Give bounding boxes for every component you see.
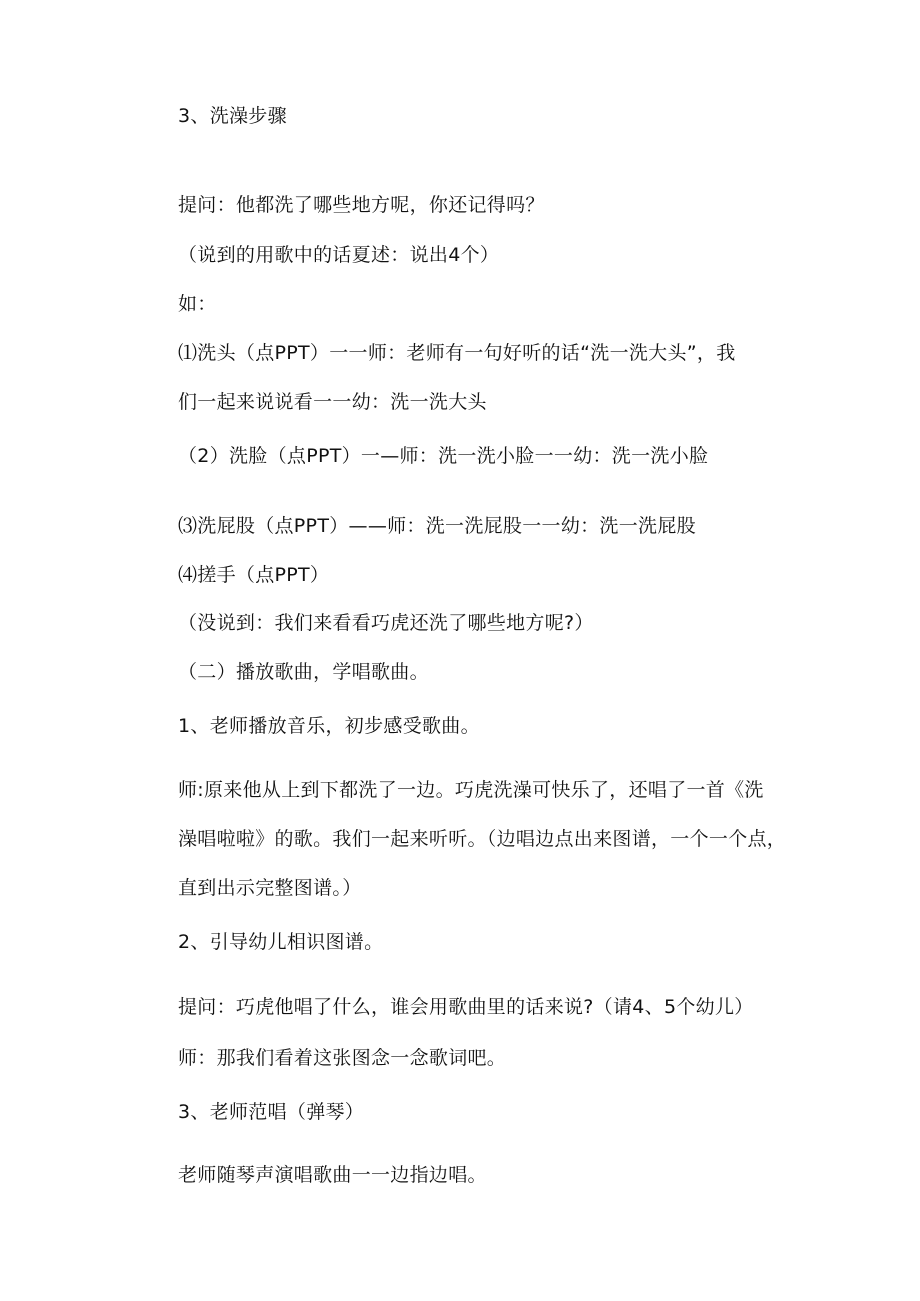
teacher-speech-line-1: 师:原来他从上到下都洗了一边。巧虎洗澡可快乐了，还唱了一首《洗 — [178, 779, 764, 801]
step-wash-bottom: ⑶洗屁股（点PPT）——师：洗一洗屁股一一幼：洗一洗屁股 — [178, 515, 696, 537]
note-not-mentioned: （没说到：我们来看看巧虎还洗了哪些地方呢?） — [178, 612, 594, 634]
step-wash-head-line-1: ⑴洗头（点PPT）一一师：老师有一句好听的话“洗一洗大头”，我 — [178, 342, 736, 364]
teacher-speech-line-3: 直到出示完整图谱。） — [178, 877, 362, 899]
step-teacher-demo: 3、老师范唱（弹琴） — [178, 1101, 365, 1123]
question-what-sang: 提问：巧虎他唱了什么，谁会用歌曲里的话来说?（请4、5个幼儿） — [178, 996, 754, 1018]
teacher-speech-line-2: 澡唱啦啦》的歌。我们一起来听听。（边唱边点出来图谱，一个一个点， — [178, 828, 787, 850]
note-repeat-lyrics: （说到的用歌中的话夏述：说出4个） — [178, 244, 500, 266]
question-where-washed: 提问：他都洗了哪些地方呢，你还记得吗？ — [178, 194, 545, 216]
step-rub-hands: ⑷搓手（点PPT） — [178, 564, 330, 586]
step-wash-face: （2）洗脸（点PPT）一—师：洗一洗小脸一一幼：洗一洗小脸 — [178, 445, 709, 467]
step-guide-score: 2、引导幼儿相识图谱。 — [178, 931, 384, 953]
step-wash-head-line-2: 们一起来说说看一一幼：洗一洗大头 — [178, 391, 487, 413]
example-label: 如： — [178, 293, 217, 315]
step-play-music: 1、老师播放音乐，初步感受歌曲。 — [178, 715, 480, 737]
section-heading-bathing-steps: 3、洗澡步骤 — [178, 105, 287, 127]
section-heading-play-song: （二）播放歌曲，学唱歌曲。 — [178, 661, 429, 683]
teacher-read-lyrics: 师：那我们看着这张图念一念歌词吧。 — [178, 1047, 507, 1069]
teacher-sing-with-piano: 老师随琴声演唱歌曲一一边指边唱。 — [178, 1164, 487, 1186]
